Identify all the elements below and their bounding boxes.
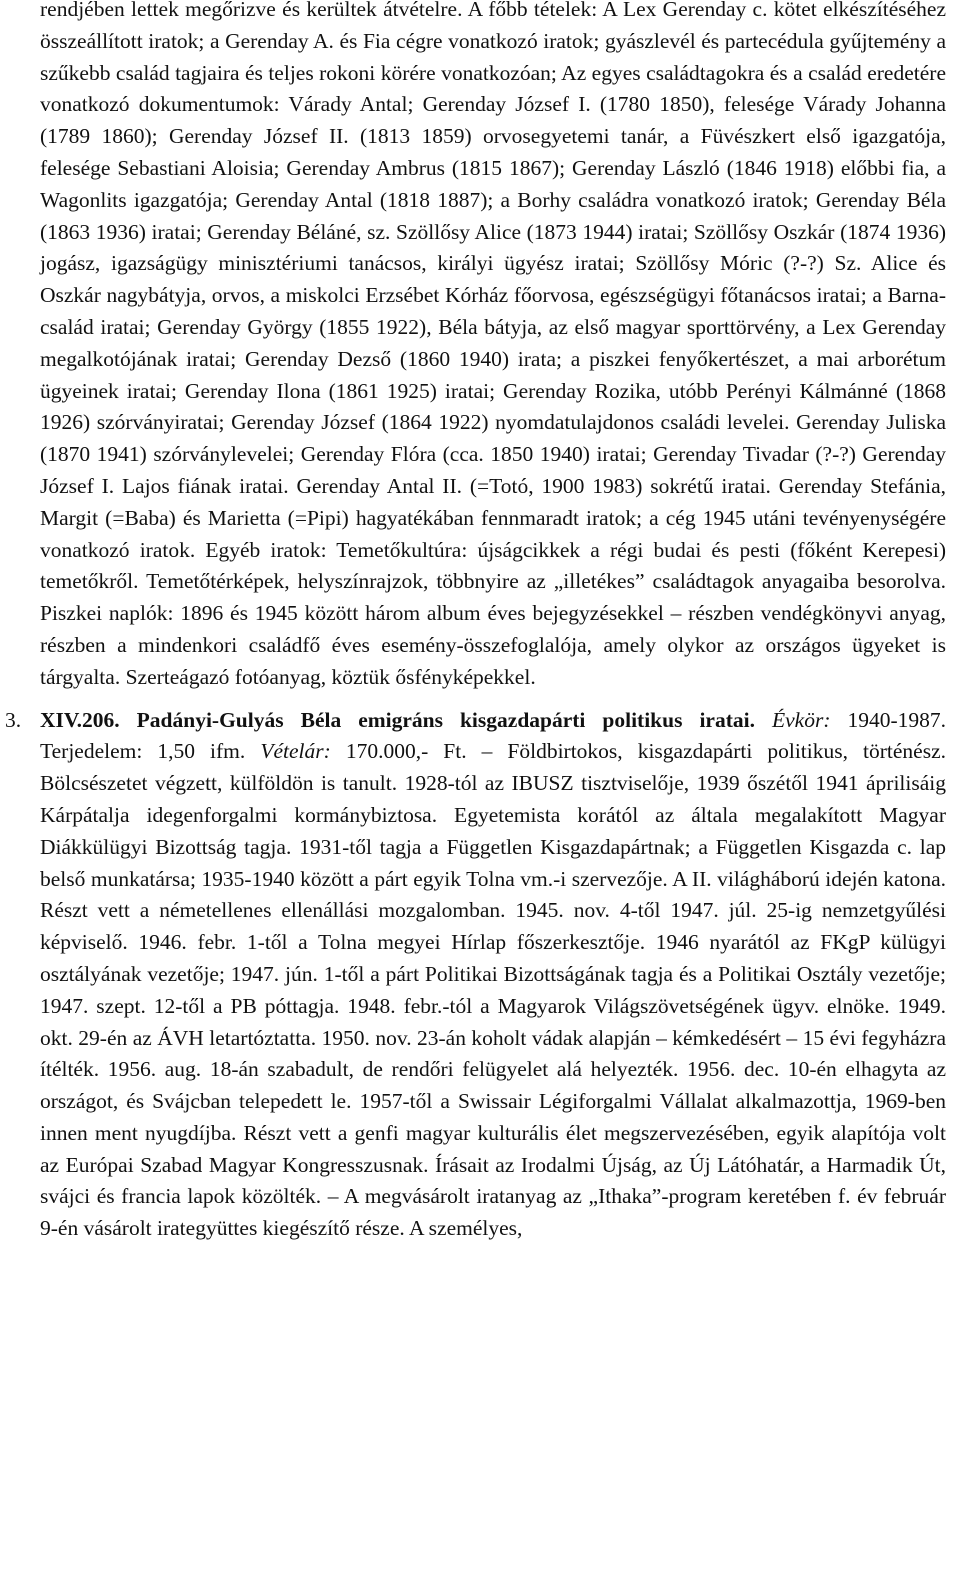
item-code: XIV.206. <box>40 707 120 732</box>
document-page <box>5 0 947 1245</box>
continuation-paragraph: rendjében lettek megőrizve és kerültek átvételre. A főbb tételek: A Lex Gerenday c. kötet elkészítéséhez összeállított iratok; a Gerenday A. és Fia cégre vonatkozó iratok; gyászlevél és partecédula gyűjtemény a szűkebb család tagjaira és teljes rokoni körére vonatkozóan; Az egyes családtagokra és a család eredetére vonatkozó dokumentumok: Várady Antal; Gerenday József I. (1780 1850), felesége Várady Johanna (1789 1860); Gerenday József II. (1813 1859) orvosegyetemi tanár, a Füvészkert első igazgatója, felesége Sebastiani Aloisia; Gerenday Ambrus (1815 1867); Gerenday László (1846 1918) előbbi fia, a Wagonlits igazgatója; Gerenday Antal (1818 1887); a Borhy családra vonatkozó iratok; Gerenday Béla (1863 1936) iratai; Gerenday Béláné, sz. Szöllősy Alice (1873 1944) iratai; Szöllősy Oszkár (1874 1936) jogász, igazságügy minisztériumi tanácsos, királyi ügyész iratai; Szöllősy Móric (?-?) Sz. Alice és Oszkár nagybátyja, orvos, a miskolci Erzsébet Kórház főorvosa, egészségügyi főtanácsos iratai; a Barna-család iratai; Gerenday György (1855 1922), Béla bátyja, az első magyar sporttörvény, a Lex Gerenday megalkotójának iratai; Gerenday Dezső (1860 1940) irata; a piszkei fenyőkertészet, a mai arborétum ügyeinek iratai; Gerenday Ilona (1861 1925) iratai; Gerenday Rozika, utóbb Perényi Kálmánné (1868 1926) szórványiratai; Gerenday József (1864 1922) nyomdatulajdonos családi levelei. Gerenday Juliska (1870 1941) szórványlevelei; Gerenday Flóra (cca. 1850 1940) iratai; Gerenday Tivadar (?-?) Gerenday József I. Lajos fiának iratai. Gerenday Antal II. (=Totó, 1900 1983) sokrétű iratai. Gerenday Stefánia, Margit (=Baba) és Marietta (=Pipi) hagyatékában fennmaradt iratok; a cég 1945 utáni tevényenységére vonatkozó iratok. Egyéb iratok: Temetőkultúra: újságcikkek a régi budai és pesti (főként Kerepesi) temetőkről. Temetőtérképek, helyszínrajzok, többnyire az „illetékes” családtagok anyagaiba besorolva. Piszkei naplók: 1896 és 1945 között három album éves bejegyzésekkel – részben vendégkönyvi anyag, részben a mindenkori családfő éves esemény-összefoglalója, amely olykor az országos ügyeket is tárgyalta. Szerteágazó fotóanyag, köztük ősfényképekkel. <box>40 0 946 689</box>
years-label: Évkör: <box>771 707 831 732</box>
list-item-3 <box>5 705 947 1246</box>
item-number: 3. <box>5 707 22 732</box>
item-title: Padányi-Gulyás Béla emigráns kisgazdapárti politikus iratai. <box>136 707 755 732</box>
item-description: 170.000,- Ft. – Földbirtokos, kisgazdapárti politikus, történész. Bölcsészetet végzett, külföldön is tanult. 1928-tól az IBUSZ tisztviselője, 1939 őszétől 1941 áprilisáig Kárpátalja idegenforgalmi kormánybiztosa. Egyetemista korától az általa megalakított Magyar Diákkülügyi Bizottság tagja. 1931-től tagja a Független Kisgazdapártnak; a Független Kisgazda c. lap belső munkatársa; 1935-1940 között a párt egyik Tolna vm.-i szervezője. A II. világháború idején katona. Részt vett a németellenes ellenállási mozgalomban. 1945. nov. 4-től 1947. júl. 25-ig nemzetgyűlési képviselő. 1946. febr. 1-től a Tolna megyei Hírlap főszerkesztője. 1946 nyarától az FKgP külügyi osztályának vezetője; 1947. jún. 1-től a párt Politikai Bizottságának tagja és a Politikai Osztály vezetője; 1947. szept. 12-től a PB póttagja. 1948. febr.-tól a Magyarok Világszövetségének ügyv. elnöke. 1949. okt. 29-én az ÁVH letartóztatta. 1950. nov. 23-án koholt vádak alapján – kémkedésért – 15 évi fegyházra ítélték. 1956. aug. 18-án szabadult, de rendőri felügyelet alá helyezték. 1956. dec. 10-én elhagyta az országot, és Svájcban telepedett le. 1957-től a Swissair Légiforgalmi Vállalat alkalmazottja, 1969-ben innen ment nyugdíjba. Részt vett a genfi magyar kulturális élet megszervezésében, egyik alapítója volt az Európai Szabad Magyar Kongresszusnak. Írásait az Irodalmi Újság, az Új Látóhatár, a Harmadik Út, svájci és francia lapok közölték. – A megvásárolt iratanyag az „Ithaka”-program keretében f. év február 9-én vásárolt irategyüttes kiegészítő része. A személyes, <box>40 739 947 1241</box>
price-label: Vételár: <box>260 739 331 764</box>
item-body <box>40 705 946 1246</box>
years-value: 1940-1987. Terjedelem: 1,50 ifm. <box>40 707 947 764</box>
